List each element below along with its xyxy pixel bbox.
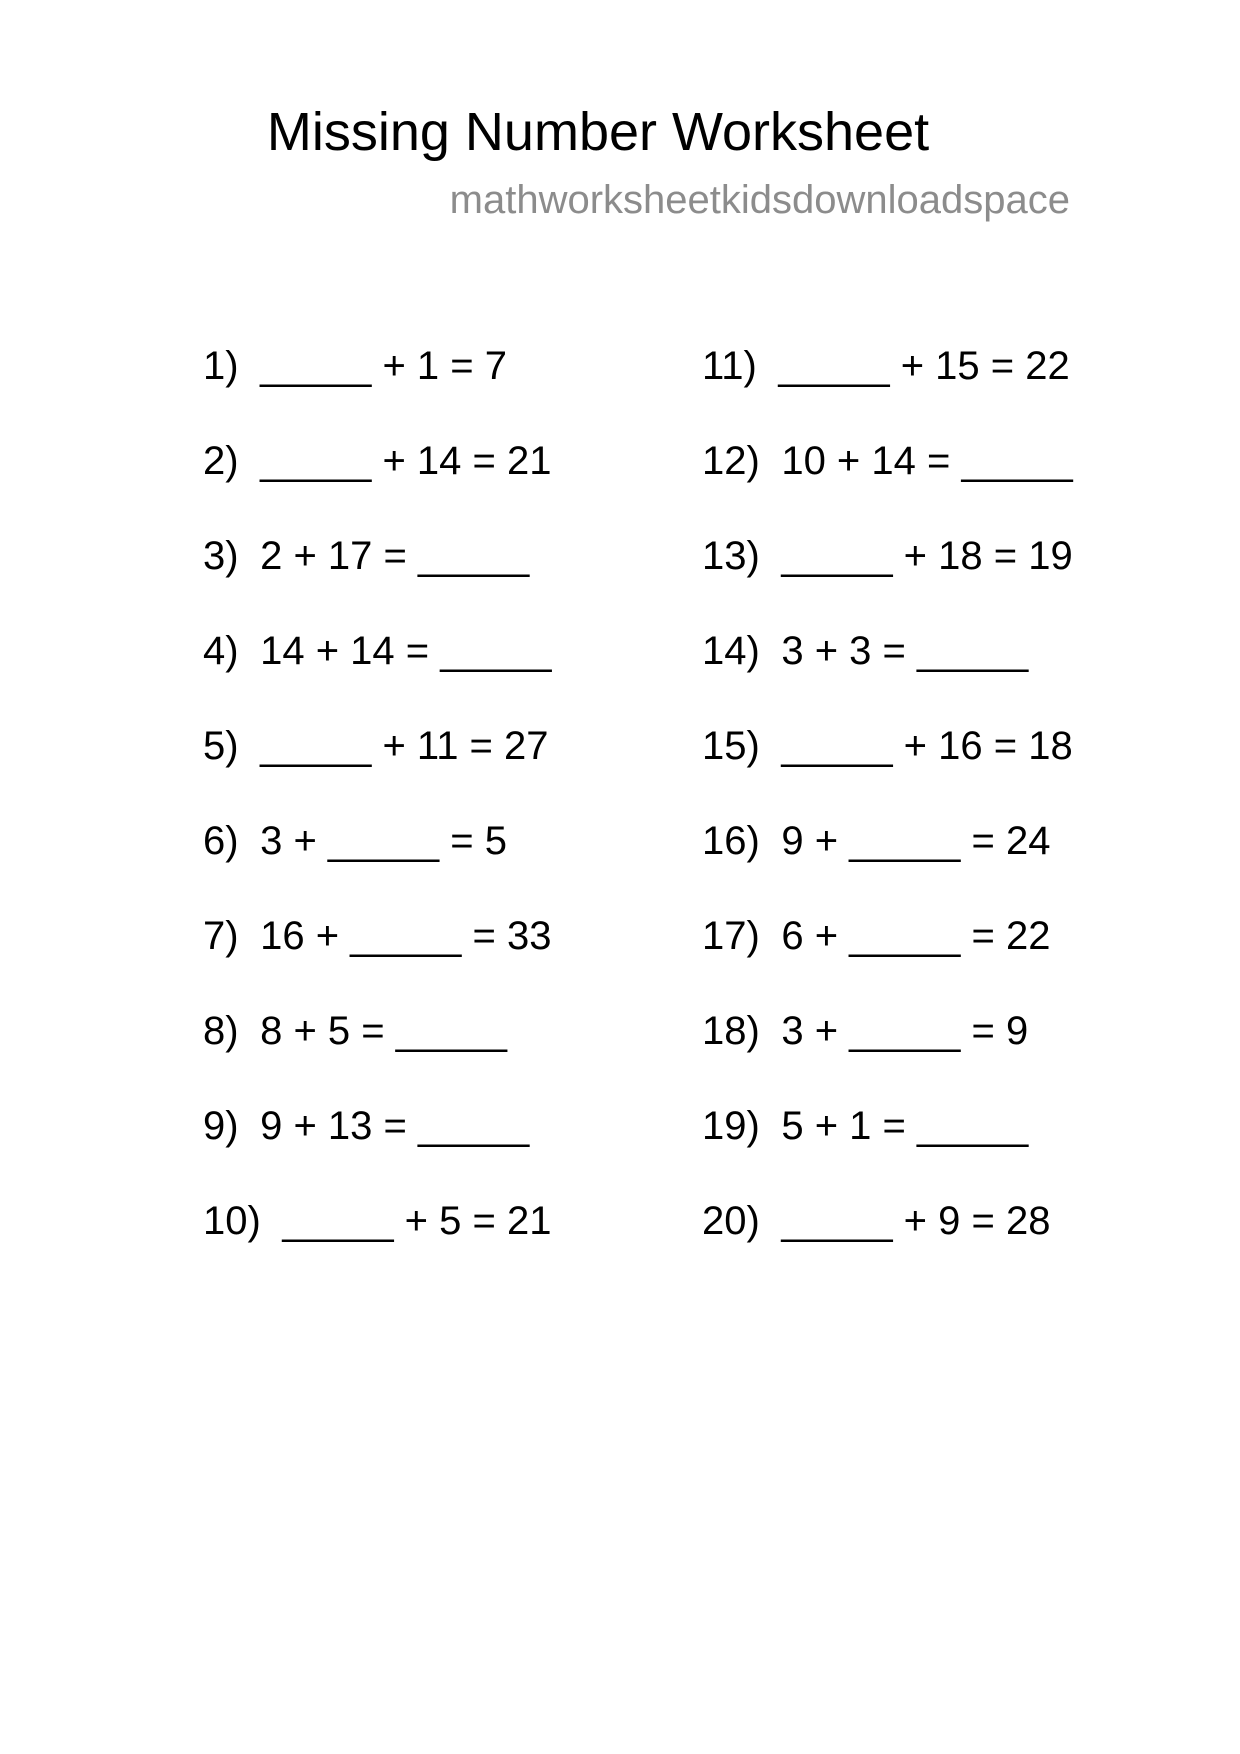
- problem-equation: _____ + 16 = 18: [781, 724, 1073, 768]
- page-title: Missing Number Worksheet: [266, 102, 930, 162]
- problem-row-17: [702, 912, 1240, 1007]
- problem-number: 1): [203, 344, 239, 388]
- watermark-text: mathworksheetkidsdownloadspace: [449, 178, 1070, 222]
- problem-equation: 8 + 5 = _____: [260, 1009, 507, 1053]
- problem-equation: 2 + 17 = _____: [260, 534, 530, 578]
- problem-row-11: [702, 342, 1240, 437]
- problem-equation: 3 + _____ = 5: [260, 819, 507, 863]
- problem-row-15: [702, 722, 1240, 817]
- problem-number: 3): [203, 534, 239, 578]
- problem-equation: 14 + 14 = _____: [260, 629, 552, 673]
- problem-number: 2): [203, 439, 239, 483]
- problem-row-10: [203, 1197, 702, 1292]
- problem-row-8: [203, 1007, 702, 1102]
- problem-number: 16): [702, 819, 760, 863]
- problem-equation: 3 + _____ = 9: [781, 1009, 1029, 1053]
- problem-number: 19): [702, 1104, 760, 1148]
- problem-equation: _____ + 9 = 28: [781, 1199, 1051, 1243]
- problem-row-3: [203, 532, 702, 627]
- problem-number: 18): [702, 1009, 760, 1053]
- problem-equation: 9 + 13 = _____: [260, 1104, 530, 1148]
- problems-grid: [0, 342, 1240, 1292]
- problem-equation: 3 + 3 = _____: [781, 629, 1029, 673]
- problem-equation: 10 + 14 = _____: [781, 439, 1073, 483]
- problem-number: 6): [203, 819, 239, 863]
- problem-row-6: [203, 817, 702, 912]
- problem-number: 11): [702, 344, 757, 388]
- problem-equation: _____ + 1 = 7: [260, 344, 507, 388]
- problem-row-1: [203, 342, 702, 437]
- problem-number: 9): [203, 1104, 239, 1148]
- problem-row-14: [702, 627, 1240, 722]
- problem-number: 5): [203, 724, 239, 768]
- problem-equation: _____ + 18 = 19: [781, 534, 1073, 578]
- problem-row-5: [203, 722, 702, 817]
- problem-row-7: [203, 912, 702, 1007]
- problem-number: 17): [702, 914, 760, 958]
- problem-number: 7): [203, 914, 239, 958]
- problem-number: 4): [203, 629, 239, 673]
- problem-row-19: [702, 1102, 1240, 1197]
- problem-number: 12): [702, 439, 760, 483]
- problem-row-9: [203, 1102, 702, 1197]
- worksheet-page: [0, 101, 1240, 1754]
- problem-number: 8): [203, 1009, 239, 1053]
- problem-number: 13): [702, 534, 760, 578]
- problem-equation: _____ + 5 = 21: [282, 1199, 552, 1243]
- problem-number: 10): [203, 1199, 261, 1243]
- problem-row-2: [203, 437, 702, 532]
- problem-equation: 9 + _____ = 24: [781, 819, 1051, 863]
- problem-equation: 16 + _____ = 33: [260, 914, 552, 958]
- problem-equation: _____ + 14 = 21: [260, 439, 552, 483]
- problem-row-13: [702, 532, 1240, 627]
- problem-equation: 5 + 1 = _____: [781, 1104, 1029, 1148]
- problem-number: 14): [702, 629, 760, 673]
- problem-row-18: [702, 1007, 1240, 1102]
- problem-number: 15): [702, 724, 760, 768]
- problem-row-20: [702, 1197, 1240, 1292]
- problem-row-4: [203, 627, 702, 722]
- problem-equation: _____ + 15 = 22: [778, 344, 1070, 388]
- problem-row-12: [702, 437, 1240, 532]
- problem-number: 20): [702, 1199, 760, 1243]
- problem-equation: _____ + 11 = 27: [260, 724, 549, 768]
- problem-row-16: [702, 817, 1240, 912]
- problem-equation: 6 + _____ = 22: [781, 914, 1051, 958]
